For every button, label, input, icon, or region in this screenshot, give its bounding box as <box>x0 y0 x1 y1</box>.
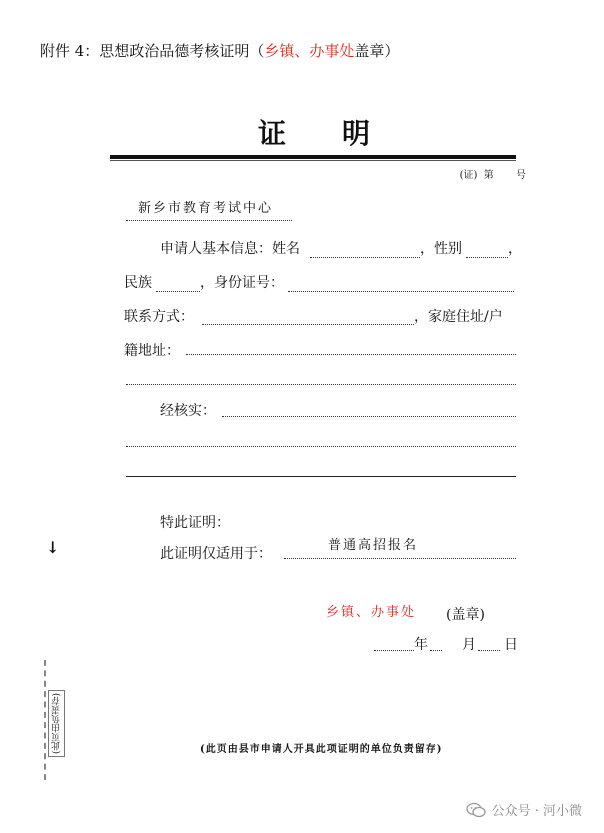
header-highlight: 乡镇、办事处 <box>264 42 355 60</box>
id-number-field-line <box>288 291 514 292</box>
margin-mark: ↓ <box>46 538 60 557</box>
month-gap-line <box>430 650 442 651</box>
day-label: 日 <box>504 637 518 653</box>
recipient-line <box>126 220 292 221</box>
basic-info-label: 申请人基本信息： <box>160 241 272 257</box>
margin-dashes <box>44 660 48 780</box>
ethnicity-field-line <box>156 291 200 292</box>
cert-no-left: (证) <box>459 170 478 181</box>
purpose-handwritten: 普通高招报名 <box>328 538 419 553</box>
header-prefix: 附件 4：思想政治品德考核证明（ <box>40 42 265 60</box>
watermark-text: 公众号 · 河小微 <box>491 804 582 819</box>
recipient: 新乡市教育考试中心 <box>138 201 274 216</box>
gender-field-line <box>466 257 508 258</box>
verified-label: 经核实： <box>160 403 216 419</box>
hukou-label: 籍地址： <box>124 343 180 359</box>
title-rule-thin <box>110 160 516 161</box>
certificate-number <box>460 166 526 181</box>
attachment-header <box>40 40 399 61</box>
contact-field-line <box>202 324 414 325</box>
valid-for-label: 此证明仅适用于： <box>160 546 272 562</box>
hereby-certify: 特此证明： <box>160 515 230 531</box>
address-field-line-2 <box>126 384 516 385</box>
cert-no-mid: 第 <box>483 170 494 181</box>
page-title: 证明 <box>258 117 427 150</box>
basic-info-row <box>160 238 300 258</box>
issuer-handwritten: 乡镇、办事处 <box>326 605 417 620</box>
verified-line-1 <box>222 416 516 417</box>
verified-line-2 <box>126 446 516 447</box>
address-label: ，家庭住址/户 <box>414 309 503 325</box>
header-suffix: 盖章） <box>354 42 400 60</box>
wechat-icon <box>466 802 486 818</box>
verified-line-3 <box>126 476 516 477</box>
watermark <box>466 800 582 819</box>
cert-no-right: 号 <box>516 170 526 181</box>
year-field-line <box>374 650 414 651</box>
name-label: 姓名 <box>272 241 300 257</box>
purpose-field-line <box>284 558 516 559</box>
id-number-label: ，身份证号： <box>200 275 284 291</box>
comma-mark: ， <box>508 241 522 257</box>
ethnicity-label: 民族 <box>124 275 152 291</box>
title-rule-thick <box>110 155 516 159</box>
stamp-label: (盖章) <box>446 607 485 623</box>
day-field-line <box>478 650 500 651</box>
side-note: (此页由负责存) <box>48 690 65 757</box>
contact-label: 联系方式： <box>124 309 194 325</box>
year-label: 年 <box>414 637 428 653</box>
name-field-line <box>310 257 420 258</box>
month-label: 月 <box>462 637 476 653</box>
footer-note: (此页由县市申请人开具此项证明的单位负责留存) <box>200 744 443 755</box>
gender-label: ，性别 <box>420 241 462 257</box>
address-field-line-1 <box>186 354 516 355</box>
